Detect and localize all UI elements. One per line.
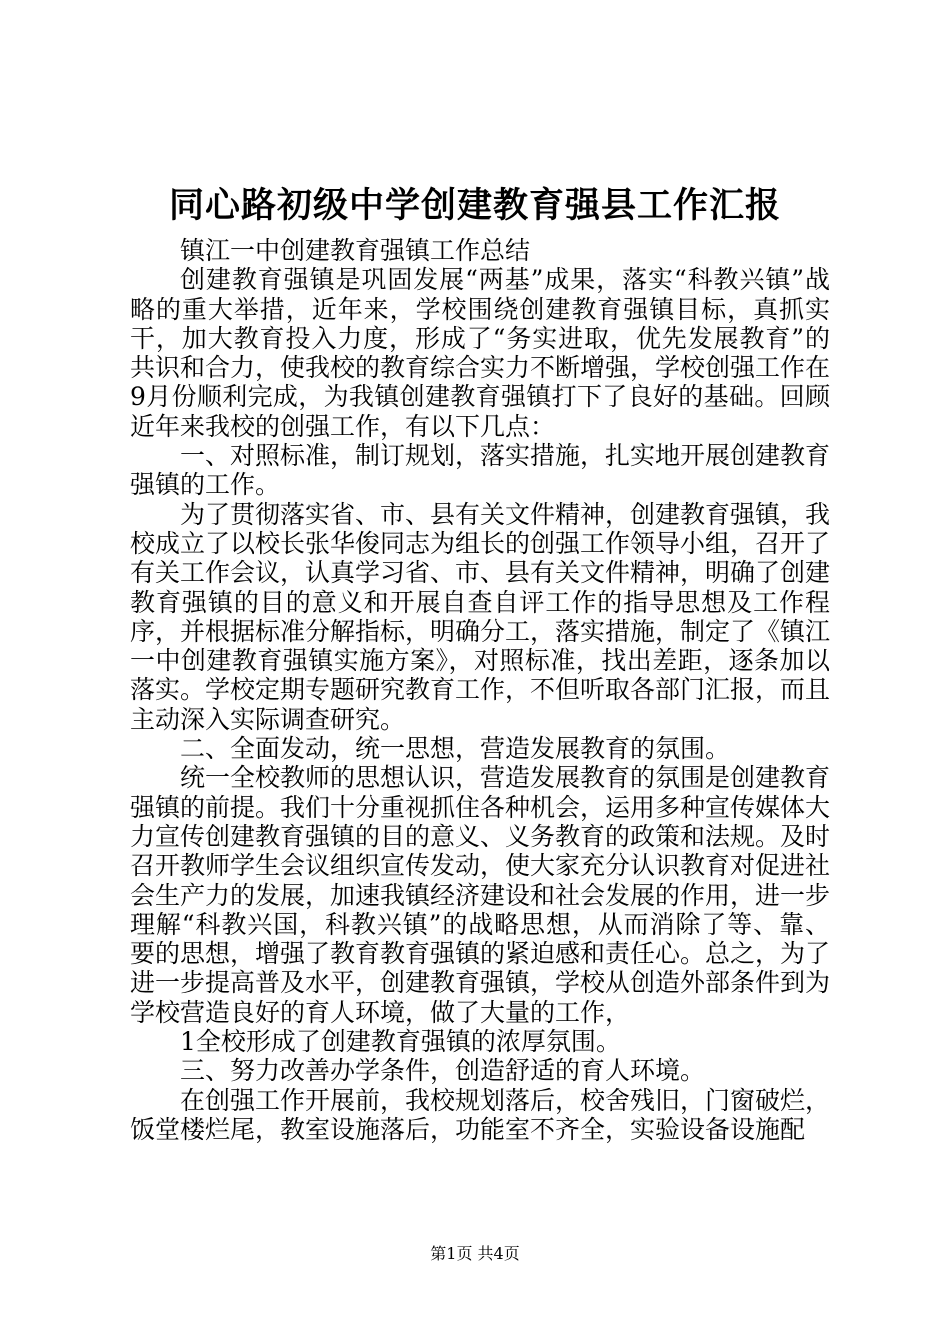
section-heading-3: 三、努力改善办学条件，创造舒适的育人环境。 [180,1056,706,1086]
paragraph-section-3: 在创强工作开展前，我校规划落后，校舍残旧，门窗破烂，饭堂楼烂尾，教室设施落后，功能室不齐全，实验设备设施配 [130,1085,831,1144]
page-number-footer: 第1页 共4页 [430,1244,520,1263]
section-heading-2: 二、全面发动，统一思想，营造发展教育的氛围。 [180,734,731,764]
document-body [130,236,830,1144]
paragraph-section-2-point-1: 1全校形成了创建教育强镇的浓厚氛围。 [180,1027,621,1057]
paragraph-intro: 创建教育强镇是巩固发展“两基”成果，落实“科教兴镇”战略的重大举措，近年来，学校围绕创建教育强镇目标，真抓实干，加大教育投入力度，形成了“务实进取，优先发展教育”的共识和合力，使我校的教育综合实力不断增强，学校创强工作在9月份顺利完成，为我镇创建教育强镇打下了良好的基础。回顾近年来我校的创强工作，有以下几点： [130,265,831,441]
paragraph-subtitle: 镇江一中创建教育强镇工作总结 [180,236,531,265]
section-heading-1: 一、对照标准，制订规划，落实措施，扎实地开展创建教育强镇的工作。 [130,441,831,500]
paragraph-section-1: 为了贯彻落实省、市、县有关文件精神，创建教育强镇，我校成立了以校长张华俊同志为组长的创强工作领导小组，召开了有关工作会议，认真学习省、市、县有关文件精神，明确了创建教育强镇的目的意义和开展自查自评工作的指导思想及工作程序，并根据标准分解指标，明确分工，落实措施，制定了《镇江一中创建教育强镇实施方案》，对照标准，找出差距，逐条加以落实。学校定期专题研究教育工作，不但听取各部门汇报，而且主动深入实际调查研究。 [130,499,831,734]
paragraph-section-2: 统一全校教师的思想认识，营造发展教育的氛围是创建教育强镇的前提。我们十分重视抓住各种机会，运用多种宣传媒体大力宣传创建教育强镇的目的意义、义务教育的政策和法规。及时召开教师学生会议组织宣传发动，使大家充分认识教育对促进社会生产力的发展，加速我镇经济建设和社会发展的作用，进一步理解“科教兴国，科教兴镇”的战略思想，从而消除了等、靠、要的思想，增强了教育教育强镇的紧迫感和责任心。总之，为了进一步提高普及水平，创建教育强镇，学校从创造外部条件到为学校营造良好的育人环境，做了大量的工作， [130,763,831,1027]
document-title: 同心路初级中学创建教育强县工作汇报 [168,185,781,226]
